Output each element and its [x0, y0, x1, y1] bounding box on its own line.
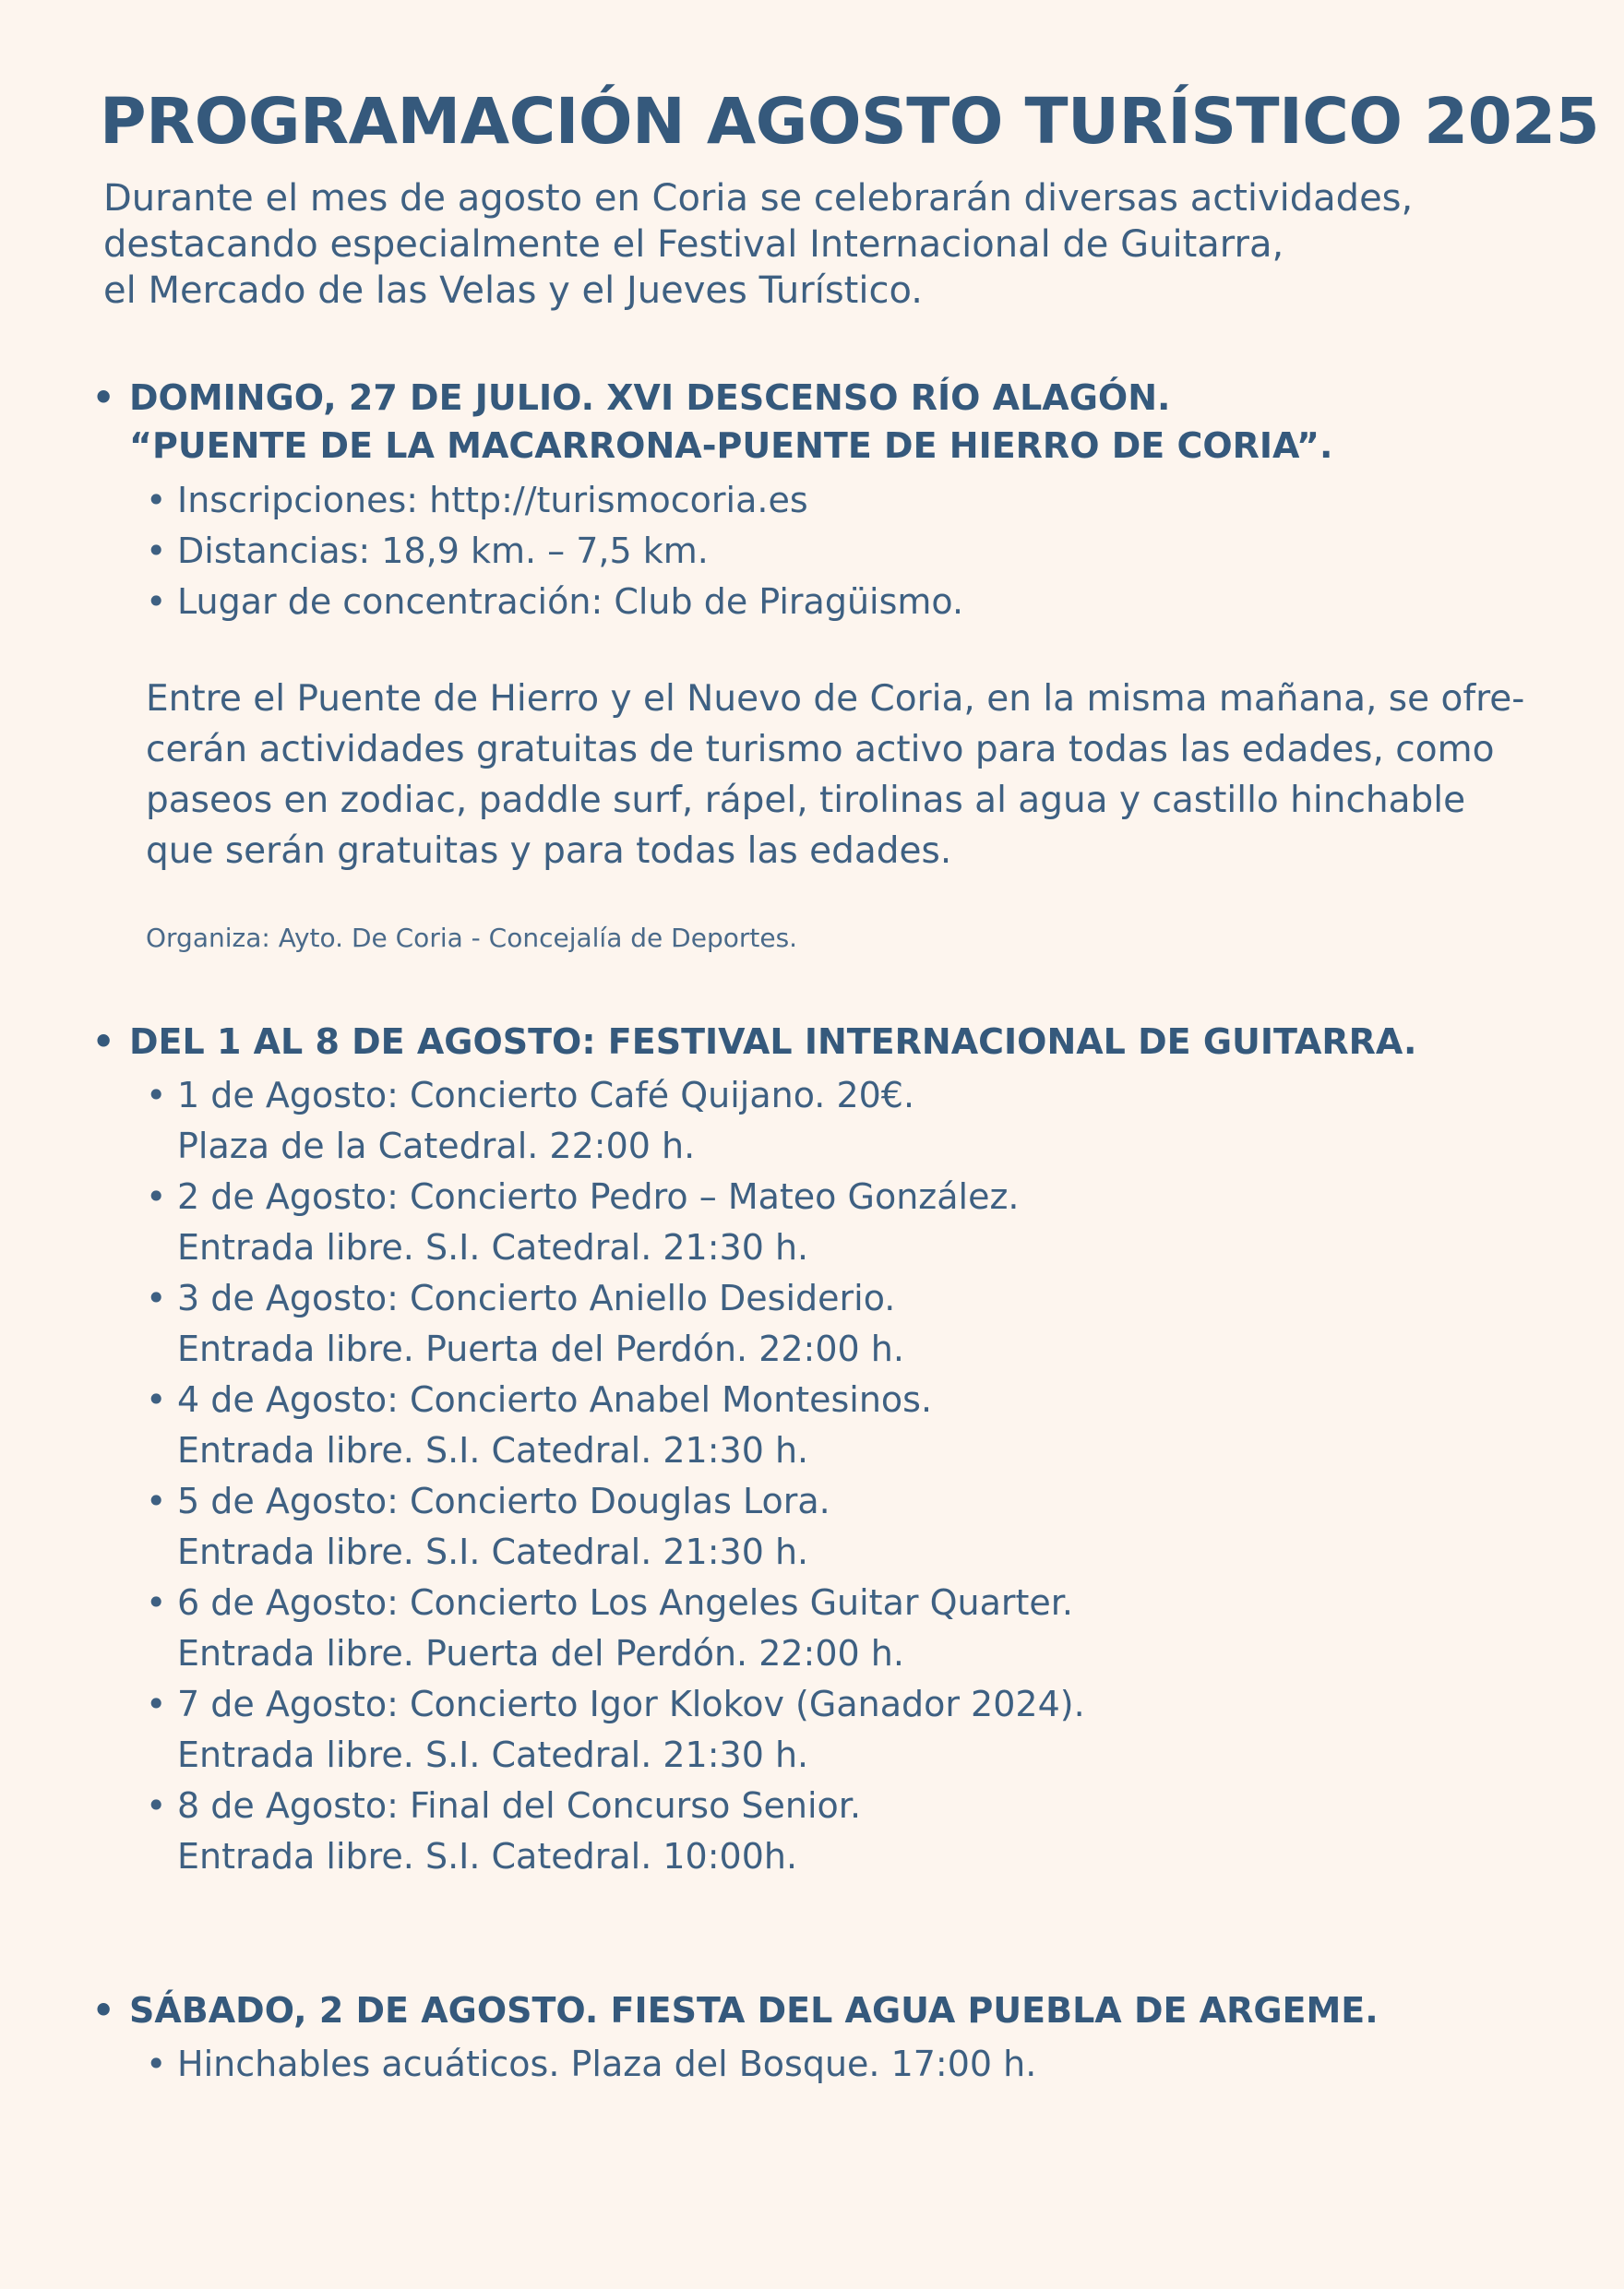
bullet: •	[146, 1684, 167, 1724]
section-title-line: DOMINGO, 27 DE JULIO. XVI DESCENSO RÍO ALAGÓN.	[129, 377, 1171, 418]
list-item	[146, 475, 963, 526]
paragraph-line: cerán actividades gratuitas de turismo activo para todas las edades, como	[146, 729, 1495, 770]
section-title-line: “PUENTE DE LA MACARRONA-PUENTE DE HIERRO DE CORIA”.	[129, 425, 1333, 466]
bullet: •	[92, 377, 115, 418]
festival-concerts-list	[146, 1070, 1085, 1882]
list-item	[146, 1070, 1085, 1172]
section-title-festival-guitarra	[92, 1018, 1416, 1066]
list-item	[146, 1375, 1085, 1476]
concert-venue: Entrada libre. S.I. Catedral. 21:30 h.	[177, 1735, 809, 1775]
concert-venue: Plaza de la Catedral. 22:00 h.	[177, 1126, 696, 1166]
concert-venue: Entrada libre. S.I. Catedral. 10:00h.	[177, 1836, 798, 1877]
intro-line: el Mercado de las Velas y el Jueves Turístico.	[103, 269, 923, 312]
concert-line: 7 de Agosto: Concierto Igor Klokov (Ganador 2024).	[177, 1684, 1085, 1724]
intro-line: destacando especialmente el Festival Internacional de Guitarra,	[103, 223, 1284, 266]
section-title-line: DEL 1 AL 8 DE AGOSTO: FESTIVAL INTERNACIONAL DE GUITARRA.	[129, 1021, 1417, 1062]
concert-line: 6 de Agosto: Concierto Los Angeles Guitar Quarter.	[177, 1582, 1073, 1623]
page-title: PROGRAMACIÓN AGOSTO TURÍSTICO 2025	[100, 85, 1600, 159]
bullet: •	[146, 1785, 167, 1826]
bullet: •	[146, 1278, 167, 1318]
fiesta-agua-list	[146, 2039, 1036, 2090]
list-item-text: Distancias: 18,9 km. – 7,5 km.	[177, 531, 709, 571]
list-item	[146, 1273, 1085, 1375]
bullet: •	[146, 2044, 167, 2084]
list-item-text: Hinchables acuáticos. Plaza del Bosque. 17:00 h.	[177, 2044, 1037, 2084]
section-title-line: SÁBADO, 2 DE AGOSTO. FIESTA DEL AGUA PUEBLA DE ARGEME.	[129, 1990, 1379, 2031]
bullet: •	[146, 581, 167, 622]
paragraph-line: paseos en zodiac, paddle surf, rápel, tirolinas al agua y castillo hinchable	[146, 780, 1466, 821]
paragraph-line: que serán gratuitas y para todas las edades.	[146, 830, 952, 872]
bullet: •	[146, 1379, 167, 1420]
paragraph-line: Entre el Puente de Hierro y el Nuevo de Coria, en la misma mañana, se ofre-	[146, 678, 1525, 720]
list-item-text: Lugar de concentración: Club de Piragüismo.	[177, 581, 964, 622]
bullet: •	[146, 1481, 167, 1521]
concert-venue: Entrada libre. Puerta del Perdón. 22:00 h.	[177, 1633, 904, 1674]
list-item	[146, 1679, 1085, 1781]
concert-venue: Entrada libre. S.I. Catedral. 21:30 h.	[177, 1227, 809, 1268]
list-item-text: Inscripciones: http://turismocoria.es	[177, 480, 808, 520]
bullet: •	[146, 1176, 167, 1217]
descenso-details-list	[146, 475, 963, 627]
organizer-note: Organiza: Ayto. De Coria - Concejalía de Deportes.	[146, 923, 798, 953]
bullet: •	[146, 1582, 167, 1623]
list-item	[146, 2039, 1036, 2090]
concert-venue: Entrada libre. Puerta del Perdón. 22:00 h.	[177, 1329, 904, 1369]
intro-paragraph	[103, 175, 1580, 314]
concert-venue: Entrada libre. S.I. Catedral. 21:30 h.	[177, 1532, 809, 1572]
bullet: •	[92, 1990, 115, 2031]
list-item	[146, 577, 963, 627]
list-item	[146, 1476, 1085, 1578]
section-title-descenso	[92, 374, 1332, 470]
bullet: •	[146, 480, 167, 520]
descenso-paragraph	[146, 674, 1524, 876]
bullet: •	[146, 531, 167, 571]
concert-line: 1 de Agosto: Concierto Café Quijano. 20€.	[177, 1075, 915, 1115]
list-item	[146, 1781, 1085, 1882]
section-title-fiesta-agua	[92, 1986, 1379, 2034]
concert-venue: Entrada libre. S.I. Catedral. 21:30 h.	[177, 1430, 809, 1471]
bullet: •	[146, 1075, 167, 1115]
concert-line: 5 de Agosto: Concierto Douglas Lora.	[177, 1481, 830, 1521]
bullet: •	[92, 1021, 115, 1062]
concert-line: 8 de Agosto: Final del Concurso Senior.	[177, 1785, 862, 1826]
concert-line: 4 de Agosto: Concierto Anabel Montesinos.	[177, 1379, 933, 1420]
concert-line: 2 de Agosto: Concierto Pedro – Mateo González.	[177, 1176, 1020, 1217]
intro-line: Durante el mes de agosto en Coria se celebrarán diversas actividades,	[103, 177, 1414, 220]
concert-line: 3 de Agosto: Concierto Aniello Desiderio.	[177, 1278, 896, 1318]
list-item	[146, 1578, 1085, 1679]
list-item	[146, 1172, 1085, 1273]
list-item	[146, 526, 963, 577]
